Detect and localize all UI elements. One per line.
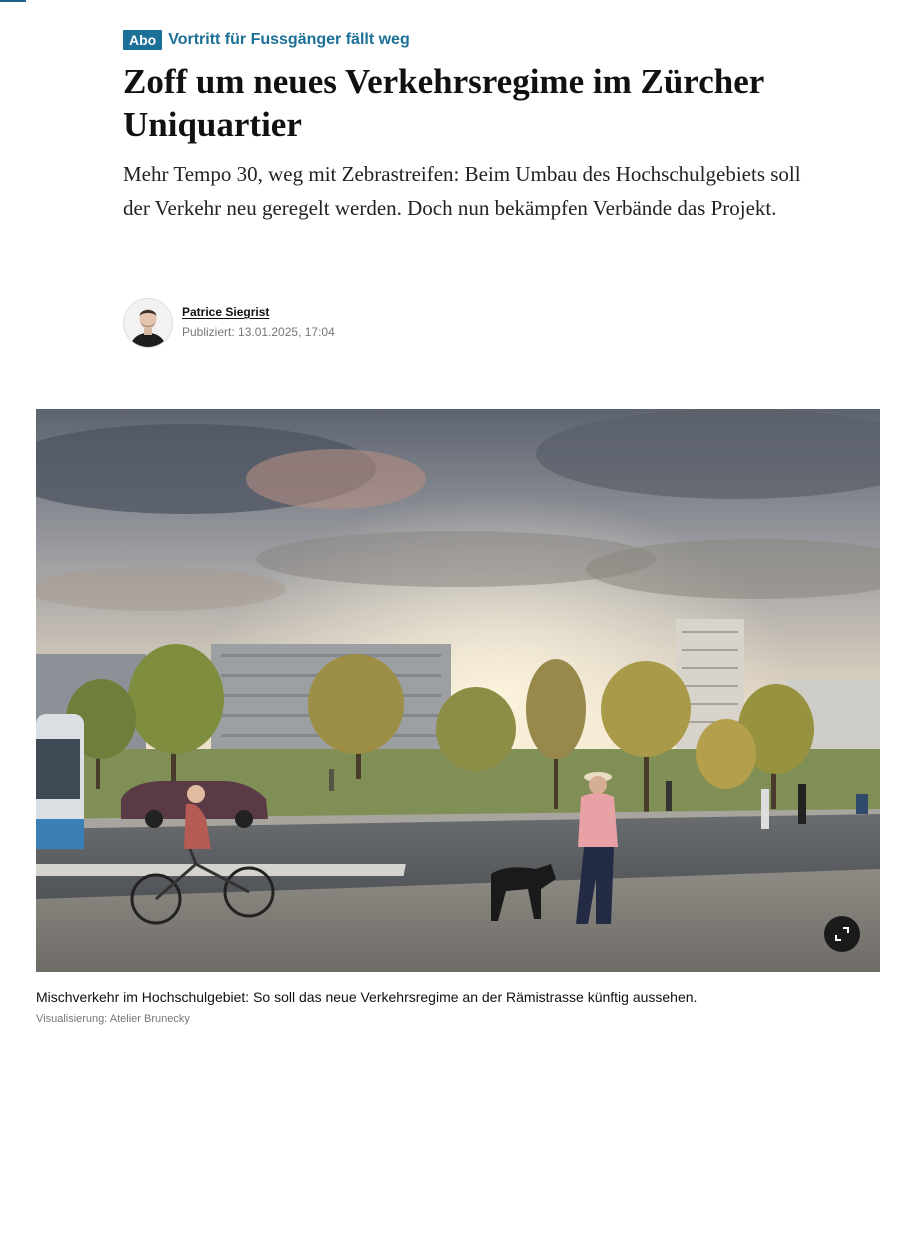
byline — [123, 298, 335, 348]
expand-image-button[interactable] — [824, 916, 860, 952]
top-accent-bar — [0, 0, 26, 2]
abo-badge: Abo — [123, 30, 162, 50]
hero-image[interactable] — [36, 409, 880, 972]
publish-date: Publiziert: 13.01.2025, 17:04 — [182, 325, 335, 339]
kicker-text: Vortritt für Fussgänger fällt weg — [168, 31, 410, 48]
author-meta — [182, 298, 335, 339]
article-lead: Mehr Tempo 30, weg mit Zebrastreifen: Beim Umbau des Hochschulgebiets soll der Verkehr neu geregelt werden. Doch nun bekämpfen Verbände das Projekt. — [123, 162, 801, 220]
author-name-link[interactable]: Patrice Siegrist — [182, 305, 270, 319]
image-caption: Mischverkehr im Hochschulgebiet: So soll das neue Verkehrsregime an der Rämistrasse künftig aussehen. — [36, 989, 698, 1005]
street-visualization-image — [36, 409, 880, 972]
article-headline: Zoff um neues Verkehrsregime im Zürcher Uniquartier — [123, 62, 764, 144]
expand-icon — [835, 927, 849, 941]
kicker — [123, 30, 410, 50]
author-avatar[interactable] — [123, 298, 173, 348]
image-credit: Visualisierung: Atelier Brunecky — [36, 1013, 190, 1025]
author-portrait-icon — [124, 299, 172, 347]
